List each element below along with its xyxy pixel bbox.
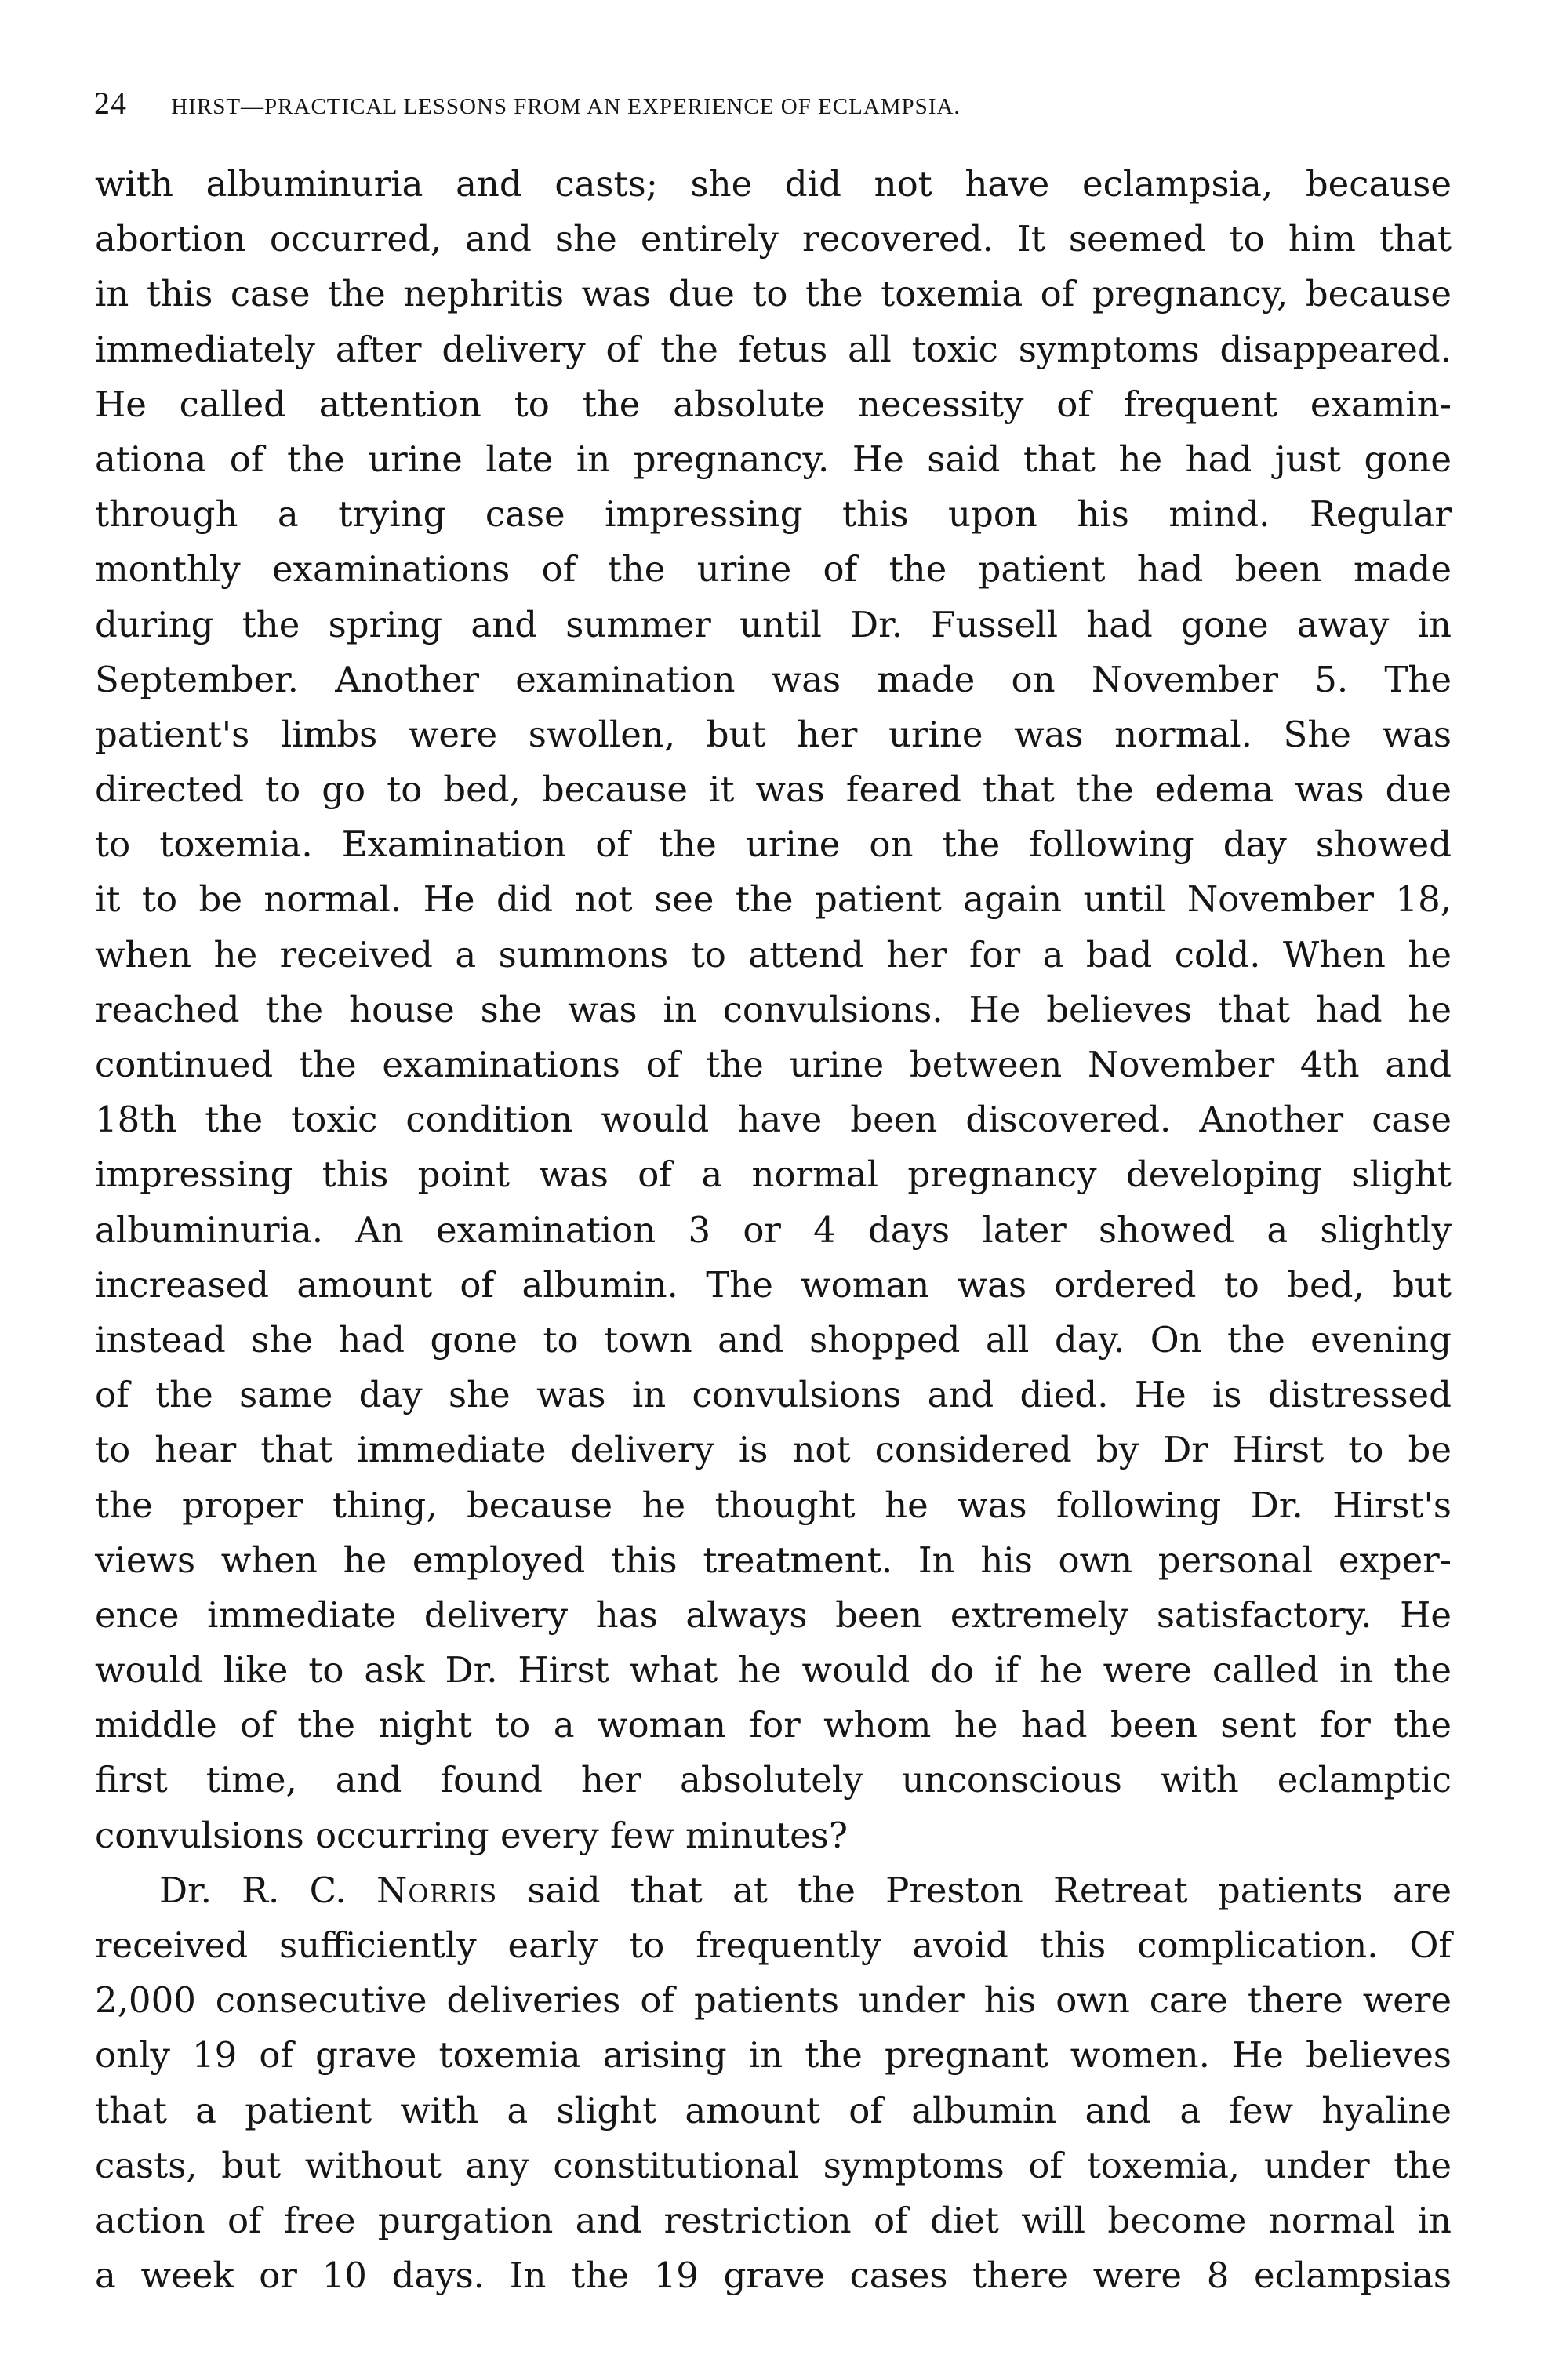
text-line: abortion occurred, and she entirely recovered. It seemed to him that [95, 218, 1452, 260]
text-line: received sufficiently early to frequently avoid this complication. Of [95, 1924, 1452, 1966]
text-line: He called attention to the absolute necessity of frequent examin- [95, 383, 1452, 425]
text-line: increased amount of albumin. The woman was ordered to bed, but [95, 1263, 1452, 1306]
text-line: when he received a summons to attend her for a bad cold. When he [95, 933, 1452, 976]
text-line: reached the house she was in convulsions. He believes that had he [95, 988, 1452, 1030]
text-line: views when he employed this treatment. In his own personal exper- [95, 1539, 1452, 1581]
text-line: ence immediate delivery has always been extremely satisfactory. He [95, 1593, 1452, 1636]
text-line: middle of the night to a woman for whom he had been sent for the [95, 1704, 1452, 1746]
paragraph-last-line: convulsions occurring every few minutes? [95, 1814, 848, 1856]
text-line: only 19 of grave toxemia arising in the pregnant women. He believes [95, 2034, 1452, 2077]
text-line: would like to ask Dr. Hirst what he would do if he were called in the [95, 1649, 1452, 1691]
text-line: to hear that immediate delivery is not considered by Dr Hirst to be [95, 1429, 1452, 1471]
text-line: of the same day she was in convulsions and died. He is distressed [95, 1374, 1452, 1416]
text-line: 2,000 consecutive deliveries of patients under his own care there were [95, 1979, 1452, 2022]
text-line: patient's limbs were swollen, but her urine was normal. She was [95, 713, 1452, 755]
speaker-line-rest: said that at the Preston Retreat patients are [497, 1869, 1452, 1911]
page-number: 24 [94, 85, 127, 121]
text-line: continued the examinations of the urine between November 4th and [95, 1044, 1452, 1085]
text-line: with albuminuria and casts; she did not have eclampsia, because [95, 163, 1452, 205]
text-line: immediately after delivery of the fetus all toxic symptoms disappeared. [95, 328, 1452, 370]
body-text [95, 157, 1452, 2303]
text-line: impressing this point was of a normal pregnancy developing slight [95, 1154, 1452, 1196]
text-line: albuminuria. An examination 3 or 4 days later showed a slightly [95, 1208, 1452, 1251]
text-line: directed to go to bed, because it was feared that the edema was due [95, 769, 1452, 811]
text-line: September. Another examination was made on November 5. The [95, 658, 1452, 700]
text-line: the proper thing, because he thought he was following Dr. Hirst's [95, 1484, 1452, 1526]
text-line: casts, but without any constitutional symptoms of toxemia, under the [95, 2144, 1452, 2186]
speaker-name: Norris [376, 1869, 498, 1911]
running-head [94, 85, 1451, 122]
text-line: in this case the nephritis was due to the toxemia of pregnancy, because [95, 273, 1452, 315]
text-line: 18th the toxic condition would have been discovered. Another case [95, 1099, 1452, 1141]
text-line: a week or 10 days. In the 19 grave cases there were 8 eclampsias [95, 2255, 1452, 2297]
text-line: first time, and found her absolutely unconscious with eclamptic [95, 1759, 1452, 1801]
text-line: monthly examinations of the urine of the patient had been made [95, 548, 1452, 590]
text-line: instead she had gone to town and shopped all day. On the evening [95, 1318, 1452, 1361]
text-line: during the spring and summer until Dr. Fussell had gone away in [95, 603, 1452, 645]
speaker-title: Dr. R. C. [159, 1869, 376, 1911]
text-line: that a patient with a slight amount of albumin and a few hyaline [95, 2089, 1452, 2131]
running-title: HIRST—PRACTICAL LESSONS FROM AN EXPERIENCE OF ECLAMPSIA. [171, 94, 961, 119]
text-line: through a trying case impressing this upon his mind. Regular [95, 493, 1452, 536]
norris-paragraph-first-line [95, 1863, 1452, 1918]
text-line: ationa of the urine late in pregnancy. He said that he had just gone [95, 438, 1452, 480]
text-line: action of free purgation and restriction of diet will become normal in [95, 2199, 1452, 2241]
text-line: it to be normal. He did not see the patient again until November 18, [95, 878, 1452, 921]
text-line: to toxemia. Examination of the urine on the following day showed [95, 823, 1452, 866]
